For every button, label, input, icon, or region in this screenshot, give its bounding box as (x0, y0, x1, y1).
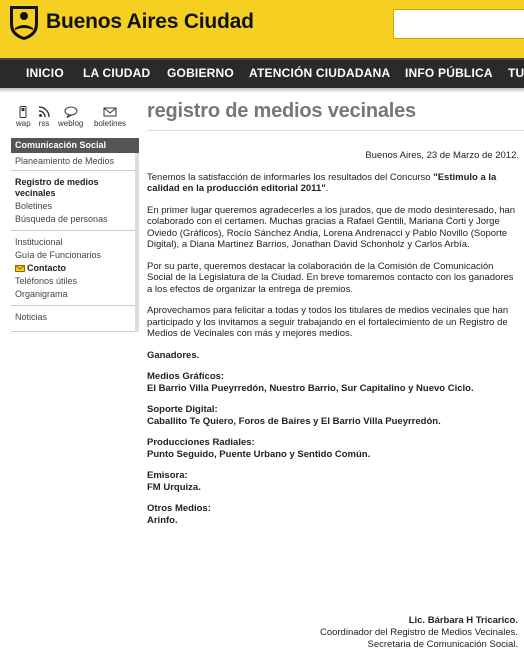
sidebar-item-contacto[interactable] (11, 262, 135, 275)
category-name: Otros Medios: (147, 503, 211, 514)
speech-bubble-icon (64, 106, 78, 118)
nav-shadow (0, 88, 524, 93)
category-winners: Caballito Te Quiero, Foros de Baires y El Barrio Villa Pueyrredón. (147, 415, 441, 427)
site-title[interactable]: Buenos Aires Ciudad (46, 10, 254, 33)
sidebar-divider (11, 170, 135, 171)
category-winners: Arinfo. (147, 514, 178, 526)
feed-label: rss (38, 119, 50, 128)
feed-boletines[interactable] (94, 106, 126, 128)
winners-heading: Ganadores. (147, 349, 200, 361)
collaboration-paragraph: Por su parte, queremos destacar la colaboración de la Comisión de Comunicación Social de la Legislatura de la Ciudad. En breve tomaremos contacto con los ganadores a los efectos de organizar la entrega de premios. (147, 260, 514, 295)
category-name: Medios Gráficos: (147, 371, 225, 382)
article-body (147, 150, 519, 536)
site-header (0, 0, 524, 58)
nav-item-gobierno[interactable]: GOBIERNO (167, 66, 234, 80)
title-divider (147, 130, 524, 131)
sidebar-item-guia-de-funcionarios[interactable]: Guía de Funcionarios (15, 250, 102, 260)
signature-office: Secretaria de Comunicación Social. (367, 639, 518, 650)
feed-rss[interactable] (38, 106, 50, 128)
feed-wap[interactable] (16, 106, 31, 128)
sidebar (11, 138, 139, 334)
sidebar-item-boletines[interactable]: Boletines (15, 201, 53, 211)
nav-item-tu[interactable]: TU (508, 66, 524, 80)
feed-label: boletines (94, 119, 127, 128)
envelope-icon (103, 106, 117, 118)
nav-item-atencion-ciudadana[interactable]: ATENCIÓN CIUDADANA (249, 66, 391, 80)
contest-name: "Estimulo a la calidad en la producción editorial 2011" (147, 171, 497, 194)
sidebar-divider (11, 230, 135, 231)
sidebar-item-label: Contacto (27, 263, 66, 273)
sidebar-section-title[interactable]: Comunicación Social (11, 138, 139, 153)
category-name: Emisora: (147, 470, 188, 481)
signature-role: Coordinador del Registro de Medios Vecinales. (319, 627, 518, 638)
phone-icon (18, 106, 28, 118)
signature-block (320, 615, 518, 651)
article-date: Buenos Aires, 23 de Marzo de 2012. (365, 150, 519, 161)
feed-label: wap (16, 119, 31, 128)
category-winners: FM Urquiza. (147, 481, 201, 493)
winner-category (147, 503, 519, 526)
category-winners: Punto Seguido, Puente Urbano y Sentido Común. (147, 448, 371, 460)
nav-item-inicio[interactable]: INICIO (26, 66, 64, 80)
category-name: Soporte Digital: (147, 404, 218, 415)
nav-item-la-ciudad[interactable]: LA CIUDAD (83, 66, 151, 80)
category-winners: El Barrio Villa Pueyrredón, Nuestro Barrio, Sur Capitalino y Nuevo Ciclo. (147, 382, 474, 394)
city-emblem-icon[interactable] (6, 2, 42, 42)
signature-name: Lic. Bárbara H Tricarico. (408, 615, 518, 626)
intro-paragraph (147, 172, 519, 195)
sidebar-divider (11, 305, 135, 306)
nav-item-info-publica[interactable]: INFO PÚBLICA (405, 66, 493, 80)
category-name: Producciones Radiales: (147, 437, 255, 448)
sidebar-item-institucional[interactable]: Institucional (15, 237, 63, 247)
thanks-paragraph: En primer lugar queremos agradecerles a los jurados, que de modo desinteresado, han colaborado con el certamen. Muchas gracias a Rafael Gentili, Mariana Corti y Jorge Oviedo (Gráficos), Rocío Sánchez Andía, Lorena Andrenacci y Pablo Novillo (Soporte Digital), a Diana Martinez Barrios, Jonathan David Schonholz y Carlos Arbía. (147, 204, 516, 250)
sidebar-item-organigrama[interactable]: Organigrama (15, 289, 68, 299)
congratulations-paragraph: Aprovechamos para felicitar a todas y todos los titulares de medios vecinales que han participado y los invitamos a seguir trabajando en el fortalecimiento de un Registro de Medios de Vecinales con más y mejores medios. (147, 305, 509, 339)
sidebar-item-registro-de-medios-vecinales[interactable]: Registro de medios vecinales (15, 177, 99, 198)
search-input[interactable] (393, 9, 524, 39)
main-navigation (0, 58, 524, 88)
rss-icon (38, 106, 50, 118)
feed-links (14, 106, 140, 132)
sidebar-item-telefonos-utiles[interactable]: Teléfonos útiles (15, 276, 78, 286)
winner-category (147, 371, 519, 394)
sidebar-item-planeamiento-de-medios[interactable]: Planeamiento de Medios (15, 156, 115, 166)
winner-category (147, 404, 519, 427)
winner-category (147, 470, 519, 493)
sidebar-divider (11, 331, 135, 332)
intro-text: Tenemos la satisfacción de informarles los resultados del Concurso (147, 171, 434, 183)
sidebar-item-noticias[interactable]: Noticias (15, 312, 48, 322)
winner-category (147, 437, 519, 460)
feed-label: weblog (58, 119, 84, 128)
intro-end: . (325, 183, 329, 194)
sidebar-item-busqueda-de-personas[interactable]: Búsqueda de personas (15, 214, 108, 224)
page-title: registro de medios vecinales (147, 100, 416, 122)
envelope-icon (15, 265, 25, 272)
feed-weblog[interactable] (58, 106, 83, 128)
